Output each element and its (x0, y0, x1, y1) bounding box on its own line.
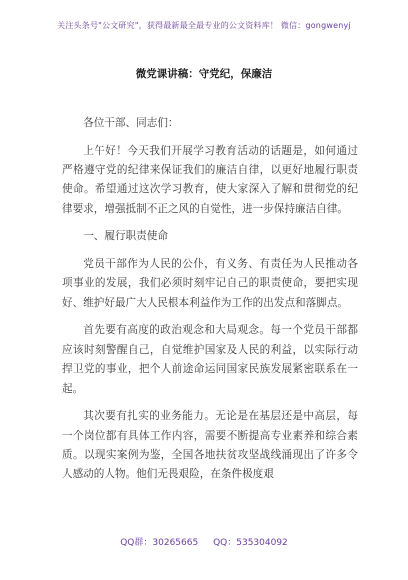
paragraph: 首先要有高度的政治观念和大局观念。每一个党员干部都应该时刻警醒自己，自觉维护国家及人民的利益，以实际行动捍卫党的事业，把个人前途命运同国家民族发展紧密联系在一起。 (62, 324, 358, 395)
document-body (62, 114, 358, 493)
footer-qq: QQ：535304092 (213, 538, 288, 548)
paragraph: 党员干部作为人民的公仆，有义务、有责任为人民推动各项事业的发展，我们必须时刻牢记自己的职责使命，要把实现好、维护好最广大人民根本利益作为工作的出发点和落脚点。 (62, 258, 358, 309)
footer-note (0, 535, 408, 548)
footer-qq-group: QQ群：30265665 (120, 538, 199, 548)
paragraph: 上午好！今天我们开展学习教育活动的话题是，如何通过严格遵守党的纪律来保证我们的廉洁自律，以更好地履行职责使命。希望通过这次学习教育，使大家深入了解和贯彻党的纪律要求，增强抵制不正之风的自觉性，进一步保持廉洁自律。 (62, 144, 358, 215)
section-heading: 一、履行职责使命 (83, 230, 168, 243)
greeting: 各位干部、同志们： (83, 117, 179, 129)
document-title: 微党课讲稿：守党纪，保廉洁 (135, 68, 273, 80)
header-note: 关注头条号"公文研究"，获得最新最全最专业的公文资料库！ 微信：gongwenyj (57, 21, 351, 30)
paragraph: 其次要有扎实的业务能力。无论是在基层还是中高层，每一个岗位都有具体工作内容，需要不断提高专业素养和综合素质。以现实案例为鉴，全国各地扶贫攻坚战线涌现出了许多令人感动的人物。他们无畏艰险，在条件极度艰 (62, 410, 358, 481)
